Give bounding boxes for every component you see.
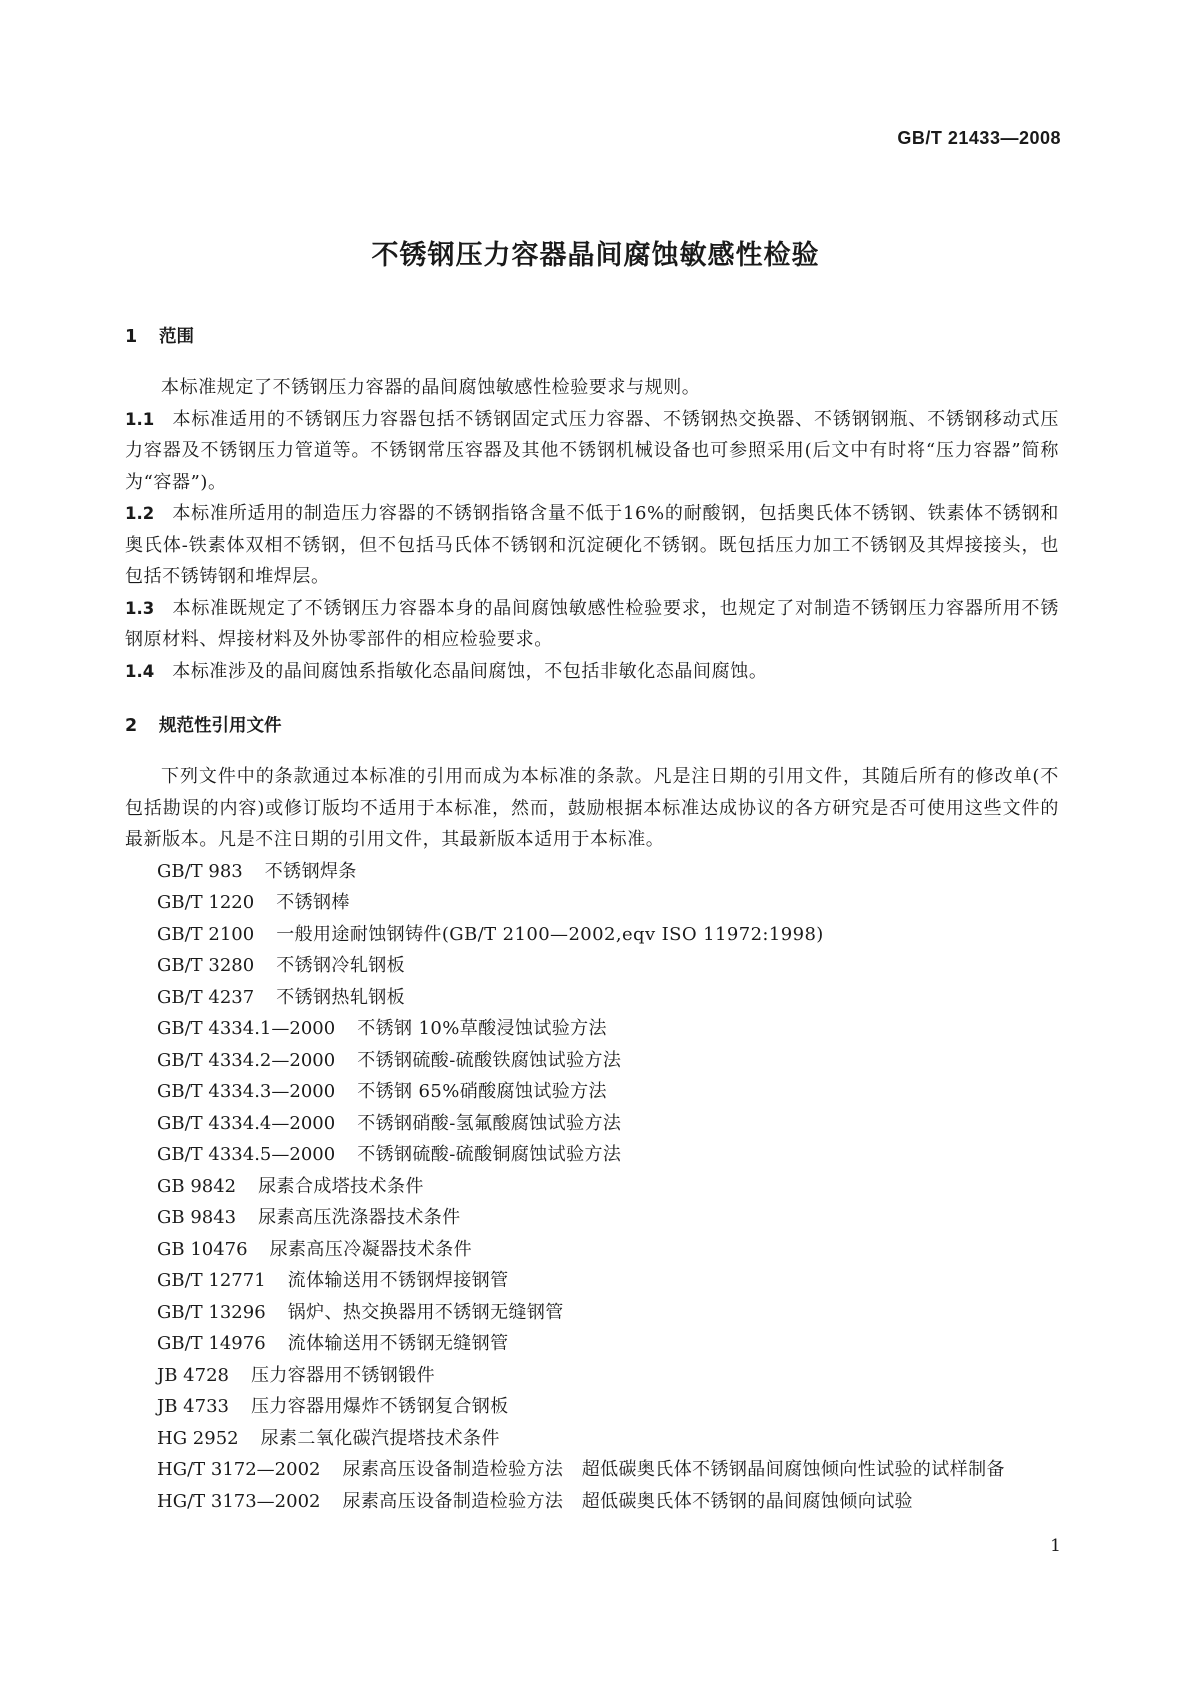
clause-1-2: 1.2 本标准所适用的制造压力容器的不锈钢指铬含量不低于16%的耐酸钢，包括奥氏体不锈钢、铁素体不锈钢和奥氏体-铁素体双相不锈钢，但不包括马氏体不锈钢和沉淀硬化不锈钢。既包括压力加工不锈钢及其焊接接头，也包括不锈铸钢和堆焊层。	[125, 503, 1059, 587]
reference-title: 压力容器用爆炸不锈钢复合钢板	[250, 1396, 509, 1417]
reference-title: 尿素合成塔技术条件	[258, 1175, 424, 1197]
reference-code: GB/T 14976	[157, 1333, 266, 1354]
page-title: 不锈钢压力容器晶间腐蚀敏感性检验	[371, 240, 820, 271]
reference-item	[125, 1297, 1059, 1329]
page-number: 1	[1050, 1536, 1061, 1556]
reference-item	[125, 1423, 1059, 1455]
reference-title: 不锈钢棒	[276, 892, 350, 913]
reference-item	[125, 982, 1059, 1014]
section-1-heading	[125, 322, 1059, 352]
reference-item	[125, 1045, 1059, 1077]
reference-title: 流体输送用不锈钢焊接钢管	[287, 1270, 509, 1291]
reference-title: 不锈钢热轧钢板	[276, 986, 406, 1008]
reference-title: 压力容器用不锈钢锻件	[250, 1364, 435, 1386]
reference-item	[125, 1171, 1059, 1203]
reference-code: HG/T 3173—2002	[157, 1490, 321, 1512]
reference-item	[125, 1108, 1059, 1140]
section-1-intro: 本标准规定了不锈钢压力容器的晶间腐蚀敏感性检验要求与规则。	[161, 377, 701, 398]
section-2-heading	[125, 711, 1059, 741]
reference-title: 不锈钢冷轧钢板	[276, 955, 406, 976]
reference-code: GB/T 4334.3—2000	[157, 1081, 336, 1102]
reference-item	[125, 856, 1059, 888]
clause-1-1: 1.1 本标准适用的不锈钢压力容器包括不锈钢固定式压力容器、不锈钢热交换器、不锈钢钢瓶、不锈钢移动式压力容器及不锈钢压力管道等。不锈钢常压容器及其他不锈钢机械设备也可参照采用(后文中有时将“压力容器”简称为“容器”)。	[125, 408, 1059, 493]
reference-code: GB/T 13296	[157, 1301, 266, 1323]
reference-title: 不锈钢硝酸-氢氟酸腐蚀试验方法	[357, 1112, 622, 1134]
reference-item	[125, 1265, 1059, 1297]
section-title: 范围	[159, 327, 194, 347]
reference-title: 不锈钢焊条	[264, 860, 357, 882]
reference-code: GB/T 4334.5—2000	[157, 1144, 336, 1165]
reference-title: 尿素高压设备制造检验方法 超低碳奥氏体不锈钢的晶间腐蚀倾向试验	[342, 1490, 913, 1512]
reference-item	[125, 1328, 1059, 1360]
reference-item	[125, 1076, 1059, 1108]
reference-code: JB 4733	[157, 1396, 229, 1417]
reference-code: GB/T 4334.4—2000	[157, 1112, 336, 1134]
clause-1-4: 1.4 本标准涉及的晶间腐蚀系指敏化态晶间腐蚀，不包括非敏化态晶间腐蚀。	[125, 660, 768, 682]
reference-item	[125, 919, 1059, 951]
reference-item	[125, 1202, 1059, 1234]
reference-item	[125, 887, 1059, 919]
reference-item	[125, 1013, 1059, 1045]
section-2-intro: 下列文件中的条款通过本标准的引用而成为本标准的条款。凡是注日期的引用文件，其随后所有的修改单(不包括勘误的内容)或修订版均不适用于本标准，然而，鼓励根据本标准达成协议的各方研究是否可使用这些文件的最新版本。凡是不注日期的引用文件，其最新版本适用于本标准。	[125, 766, 1059, 850]
reference-item	[125, 1486, 1059, 1518]
reference-item	[125, 1360, 1059, 1392]
reference-code: GB/T 1220	[157, 892, 255, 913]
reference-item	[125, 1139, 1059, 1171]
reference-title: 尿素高压洗涤器技术条件	[258, 1207, 461, 1228]
section-title: 规范性引用文件	[159, 716, 282, 736]
standard-number: GB/T 21433—2008	[897, 128, 1061, 148]
reference-title: 尿素二氧化碳汽提塔技术条件	[260, 1427, 500, 1449]
reference-title: 流体输送用不锈钢无缝钢管	[287, 1333, 509, 1354]
reference-code: GB/T 12771	[157, 1270, 266, 1291]
reference-code: GB/T 4334.2—2000	[157, 1049, 336, 1071]
reference-title: 锅炉、热交换器用不锈钢无缝钢管	[287, 1301, 564, 1323]
reference-item	[125, 1391, 1059, 1423]
reference-code: GB/T 4237	[157, 986, 255, 1008]
reference-code: GB/T 3280	[157, 955, 255, 976]
reference-code: HG 2952	[157, 1427, 239, 1449]
reference-code: HG/T 3172—2002	[157, 1459, 321, 1480]
reference-code: GB/T 4334.1—2000	[157, 1018, 336, 1039]
section-number: 1	[125, 327, 138, 347]
reference-title: 不锈钢硫酸-硫酸铜腐蚀试验方法	[357, 1144, 622, 1165]
reference-title: 尿素高压冷凝器技术条件	[269, 1238, 472, 1260]
normative-references-list	[125, 856, 1059, 1518]
reference-item	[125, 950, 1059, 982]
reference-code: GB 10476	[157, 1238, 248, 1260]
clause-1-3: 1.3 本标准既规定了不锈钢压力容器本身的晶间腐蚀敏感性检验要求，也规定了对制造不锈钢压力容器所用不锈钢原材料、焊接材料及外协零部件的相应检验要求。	[125, 597, 1059, 650]
reference-title: 一般用途耐蚀钢铸件(GB/T 2100—2002,eqv ISO 11972:1998)	[276, 923, 824, 945]
reference-title: 尿素高压设备制造检验方法 超低碳奥氏体不锈钢晶间腐蚀倾向性试验的试样制备	[342, 1459, 1005, 1480]
reference-title: 不锈钢 10%草酸浸蚀试验方法	[357, 1018, 607, 1039]
reference-title: 不锈钢硫酸-硫酸铁腐蚀试验方法	[357, 1049, 622, 1071]
reference-code: GB/T 983	[157, 860, 243, 882]
section-number: 2	[125, 716, 138, 736]
document-body	[125, 322, 1059, 1517]
reference-code: GB/T 2100	[157, 923, 255, 945]
reference-title: 不锈钢 65%硝酸腐蚀试验方法	[357, 1081, 607, 1102]
reference-code: GB 9842	[157, 1175, 237, 1197]
reference-code: GB 9843	[157, 1207, 237, 1228]
reference-code: JB 4728	[157, 1364, 229, 1386]
reference-item	[125, 1234, 1059, 1266]
reference-item	[125, 1454, 1059, 1486]
